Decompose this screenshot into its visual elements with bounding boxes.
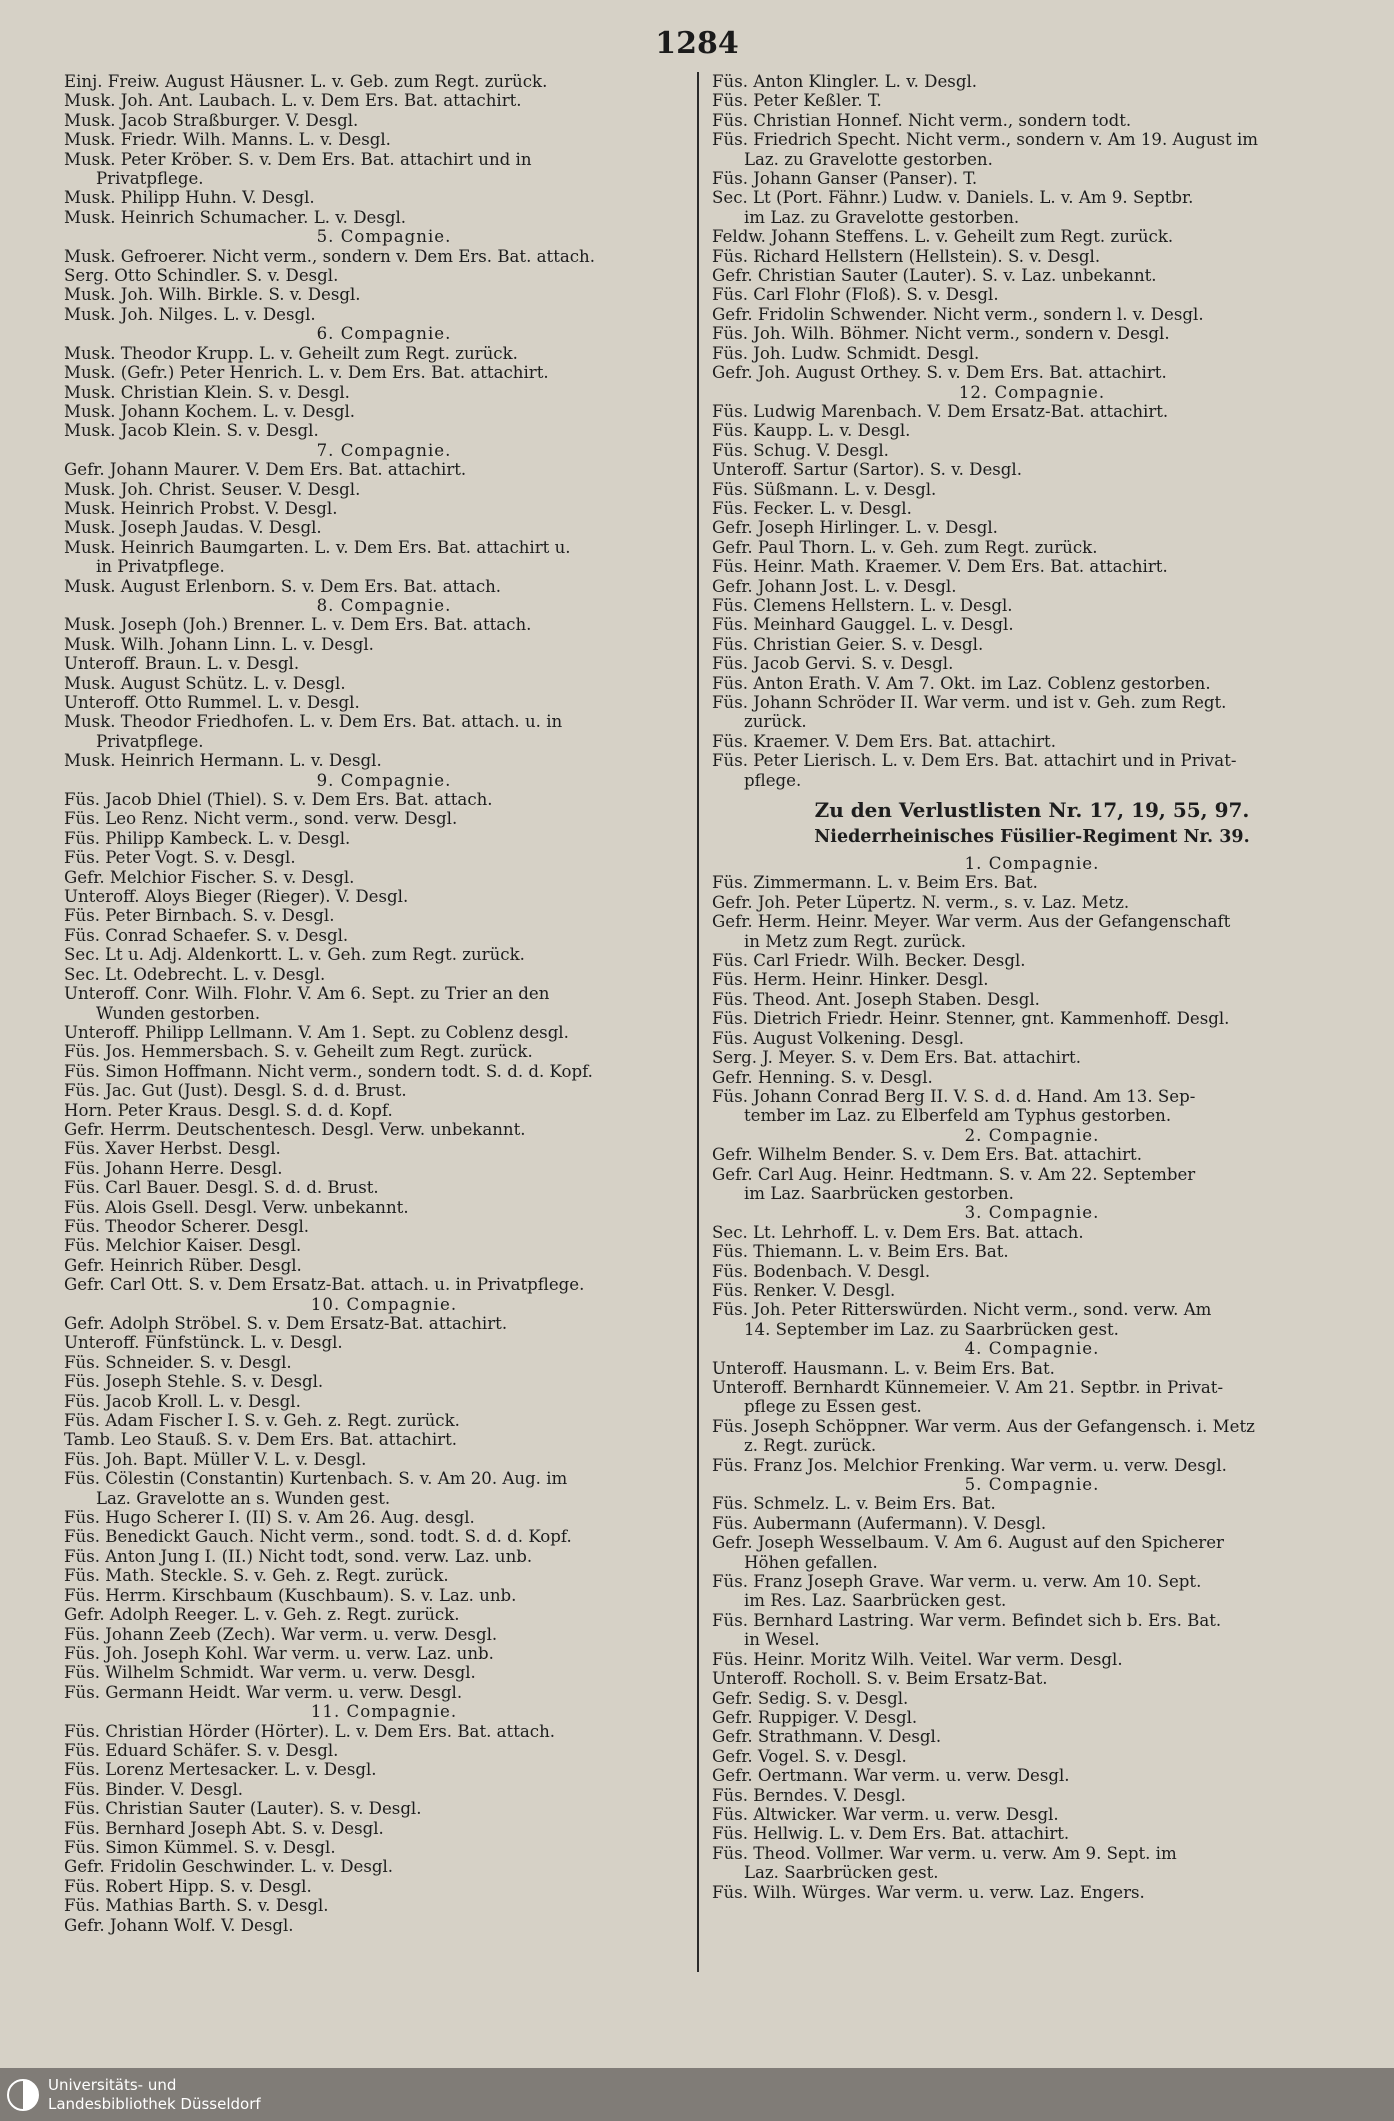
list-entry: Füs. Bernhard Joseph Abt. S. v. Desgl. — [64, 1818, 384, 1838]
list-entry: Sec. Lt. Lehrhoff. L. v. Dem Ers. Bat. attach. — [712, 1222, 1084, 1242]
list-entry: Musk. Peter Kröber. S. v. Dem Ers. Bat. attachirt und in — [64, 149, 532, 169]
list-entry: Füs. Robert Hipp. S. v. Desgl. — [64, 1876, 312, 1896]
list-entry: Gefr. Joseph Hirlinger. L. v. Desgl. — [712, 518, 998, 538]
list-entry: Musk. Gefroerer. Nicht verm., sondern v. Dem Ers. Bat. attach. — [64, 246, 596, 266]
list-entry: Füs. Franz Joseph Grave. War verm. u. verw. Am 10. Sept. — [712, 1572, 1202, 1592]
list-entry: Unteroff. Philipp Lellmann. V. Am 1. Sept. zu Coblenz desgl. — [64, 1022, 569, 1042]
list-entry: Füs. Zimmermann. L. v. Beim Ers. Bat. — [712, 873, 1038, 893]
column-divider — [697, 72, 699, 1972]
list-entry: Füs. Clemens Hellstern. L. v. Desgl. — [712, 595, 1013, 615]
list-entry: Gefr. Ruppiger. V. Desgl. — [712, 1707, 918, 1727]
section-heading: 11. Compagnie. — [310, 1702, 458, 1722]
list-entry: Gefr. Johann Jost. L. v. Desgl. — [712, 576, 957, 596]
list-entry: Füs. Conrad Schaefer. S. v. Desgl. — [64, 925, 349, 945]
list-entry: Musk. Joseph Jaudas. V. Desgl. — [64, 518, 322, 538]
list-entry: Musk. Joseph (Joh.) Brenner. L. v. Dem Ers. Bat. attach. — [64, 615, 532, 635]
entry-continuation: im Laz. zu Gravelotte gestorben. — [744, 207, 1020, 227]
list-entry: Musk. Heinrich Schumacher. L. v. Desgl. — [64, 207, 407, 227]
list-entry: Musk. August Erlenborn. S. v. Dem Ers. Bat. attach. — [64, 576, 502, 596]
list-entry: Musk. Jacob Klein. S. v. Desgl. — [64, 421, 319, 441]
entry-continuation: Laz. Saarbrücken gest. — [744, 1863, 939, 1883]
list-entry: Füs. Joh. Peter Ritterswürden. Nicht verm., sond. verw. Am — [712, 1300, 1212, 1320]
list-entry: Füs. Germann Heidt. War verm. u. verw. Desgl. — [64, 1682, 463, 1702]
entry-continuation: pflege. — [744, 770, 802, 790]
list-entry: Füs. Lorenz Mertesacker. L. v. Desgl. — [64, 1760, 377, 1780]
list-entry: Füs. Kaupp. L. v. Desgl. — [712, 421, 911, 441]
list-entry: Gefr. Adolph Ströbel. S. v. Dem Ersatz-Bat. attachirt. — [64, 1314, 508, 1333]
entry-continuation: Höhen gefallen. — [744, 1552, 878, 1572]
list-entry: Füs. Adam Fischer I. S. v. Geh. z. Regt. zurück. — [64, 1411, 460, 1431]
list-entry: Musk. Heinrich Hermann. L. v. Desgl. — [64, 751, 382, 771]
list-entry: Musk. Philipp Huhn. V. Desgl. — [64, 188, 315, 208]
list-entry: Füs. Ludwig Marenbach. V. Dem Ersatz-Bat. attachirt. — [712, 401, 1169, 421]
list-entry: Gefr. Johann Maurer. V. Dem Ers. Bat. attachirt. — [64, 460, 467, 480]
list-entry: Füs. Schmelz. L. v. Beim Ers. Bat. — [712, 1494, 996, 1514]
list-entry: Füs. Jac. Gut (Just). Desgl. S. d. d. Brust. — [64, 1081, 407, 1101]
entry-continuation: im Laz. Saarbrücken gestorben. — [744, 1183, 1014, 1203]
list-entry: Füs. Kraemer. V. Dem Ers. Bat. attachirt. — [712, 731, 1056, 751]
entry-continuation: zurück. — [744, 712, 807, 732]
list-entry: Füs. Herrm. Kirschbaum (Kuschbaum). S. v. Laz. unb. — [64, 1585, 517, 1605]
list-entry: Füs. Carl Flohr (Floß). S. v. Desgl. — [712, 285, 999, 305]
list-title: Zu den Verlustlisten Nr. 17, 19, 55, 97. — [814, 798, 1250, 823]
list-entry: Unteroff. Otto Rummel. L. v. Desgl. — [64, 693, 360, 712]
list-entry: Musk. Theodor Krupp. L. v. Geheilt zum Regt. zurück. — [64, 343, 518, 363]
list-entry: Füs. Xaver Herbst. Desgl. — [64, 1139, 281, 1159]
entry-continuation: z. Regt. zurück. — [744, 1436, 877, 1456]
library-name — [48, 2076, 261, 2114]
list-entry: Musk. (Gefr.) Peter Henrich. L. v. Dem Ers. Bat. attachirt. — [64, 363, 549, 383]
list-entry: Füs. Dietrich Friedr. Heinr. Stenner, gnt. Kammenhoff. Desgl. — [712, 1009, 1230, 1029]
list-entry: Füs. Anton Klingler. L. v. Desgl. — [712, 72, 978, 91]
list-entry: Füs. Renker. V. Desgl. — [712, 1280, 896, 1300]
list-entry: Füs. Altwicker. War verm. u. verw. Desgl. — [712, 1804, 1059, 1824]
library-logo-icon — [6, 2078, 40, 2112]
section-heading: 10. Compagnie. — [310, 1294, 458, 1314]
list-entry: Unteroff. Rocholl. S. v. Beim Ersatz-Bat. — [712, 1669, 1048, 1689]
list-entry: Füs. Schneider. S. v. Desgl. — [64, 1352, 292, 1372]
list-entry: Füs. Joseph Schöppner. War verm. Aus der Gefangensch. i. Metz — [712, 1416, 1255, 1436]
list-entry: Füs. Johann Conrad Berg II. V. S. d. d. Hand. Am 13. Sep- — [712, 1086, 1196, 1106]
list-entry: Füs. Theod. Ant. Joseph Staben. Desgl. — [712, 989, 1040, 1009]
list-entry: Füs. Peter Keßler. T. — [712, 91, 882, 111]
list-entry: Musk. Joh. Christ. Seuser. V. Desgl. — [64, 479, 361, 499]
list-entry: Füs. Alois Gsell. Desgl. Verw. unbekannt. — [64, 1197, 409, 1217]
list-entry: Musk. Wilh. Johann Linn. L. v. Desgl. — [64, 634, 374, 654]
list-entry: Füs. Wilh. Würges. War verm. u. verw. Laz. Engers. — [712, 1882, 1145, 1902]
list-entry: Füs. Bodenbach. V. Desgl. — [712, 1261, 931, 1281]
list-entry: Gefr. Melchior Fischer. S. v. Desgl. — [64, 867, 355, 887]
list-entry: Gefr. Oertmann. War verm. u. verw. Desgl. — [712, 1766, 1070, 1786]
entry-continuation: pflege zu Essen gest. — [744, 1397, 922, 1417]
list-entry: Füs. Berndes. V. Desgl. — [712, 1785, 906, 1805]
list-entry: Füs. Mathias Barth. S. v. Desgl. — [64, 1896, 329, 1916]
list-entry: Gefr. Wilhelm Bender. S. v. Dem Ers. Bat. attachirt. — [712, 1145, 1142, 1165]
list-entry: Musk. Joh. Wilh. Birkle. S. v. Desgl. — [64, 285, 361, 305]
list-entry: Füs. Friedrich Specht. Nicht verm., sondern v. Am 19. August im — [712, 130, 1259, 150]
list-entry: Füs. Herm. Heinr. Hinker. Desgl. — [712, 970, 989, 990]
section-heading: 7. Compagnie. — [316, 440, 452, 460]
list-entry: Füs. Johann Schröder II. War verm. und ist v. Geh. zum Regt. — [712, 693, 1227, 712]
list-entry: Füs. Heinr. Moritz Wilh. Veitel. War verm. Desgl. — [712, 1649, 1123, 1669]
section-heading: 6. Compagnie. — [316, 324, 452, 344]
list-entry: Füs. Joh. Ludw. Schmidt. Desgl. — [712, 343, 980, 363]
list-entry: Gefr. Johann Wolf. V. Desgl. — [64, 1915, 294, 1935]
list-entry: Füs. Math. Steckle. S. v. Geh. z. Regt. zurück. — [64, 1566, 449, 1586]
list-entry: Füs. Schug. V. Desgl. — [712, 440, 889, 460]
list-entry: Füs. Fecker. L. v. Desgl. — [712, 498, 912, 518]
list-entry: Gefr. Henning. S. v. Desgl. — [712, 1067, 933, 1087]
list-entry: Füs. Theod. Vollmer. War verm. u. verw. Am 9. Sept. im — [712, 1843, 1177, 1863]
list-entry: Gefr. Adolph Reeger. L. v. Geh. z. Regt. zurück. — [64, 1605, 460, 1625]
list-entry: Füs. Hugo Scherer I. (II) S. v. Am 26. Aug. desgl. — [64, 1508, 475, 1528]
list-entry: Unteroff. Sartur (Sartor). S. v. Desgl. — [712, 460, 1022, 480]
list-entry: Einj. Freiw. August Häusner. L. v. Geb. zum Regt. zurück. — [64, 72, 548, 91]
list-entry: Unteroff. Hausmann. L. v. Beim Ers. Bat. — [712, 1358, 1055, 1378]
list-entry: Musk. Christian Klein. S. v. Desgl. — [64, 382, 350, 402]
list-entry: Füs. Simon Hoffmann. Nicht verm., sondern todt. S. d. d. Kopf. — [64, 1061, 593, 1081]
list-entry: Füs. Peter Birnbach. S. v. Desgl. — [64, 906, 335, 926]
list-entry: Füs. Joseph Stehle. S. v. Desgl. — [64, 1372, 324, 1392]
regiment-title: Niederrheinisches Füsilier-Regiment Nr. 39. — [814, 827, 1250, 848]
list-entry: Sec. Lt u. Adj. Aldenkortt. L. v. Geh. zum Regt. zurück. — [64, 945, 525, 965]
library-name-line2: Landesbibliothek Düsseldorf — [48, 2095, 261, 2113]
entry-continuation: tember im Laz. zu Elberfeld am Typhus gestorben. — [744, 1106, 1172, 1126]
entry-continuation: Wunden gestorben. — [96, 1003, 261, 1023]
list-entry: Füs. Christian Sauter (Lauter). S. v. Desgl. — [64, 1799, 422, 1819]
list-entry: Füs. Meinhard Gauggel. L. v. Desgl. — [712, 615, 1014, 635]
list-entry: Sec. Lt (Port. Fähnr.) Ludw. v. Daniels. L. v. Am 9. Septbr. — [712, 188, 1194, 208]
entry-continuation: in Wesel. — [744, 1630, 820, 1650]
list-entry: Füs. Joh. Wilh. Böhmer. Nicht verm., sondern v. Desgl. — [712, 324, 1170, 344]
list-entry: Füs. Joh. Bapt. Müller V. L. v. Desgl. — [64, 1449, 367, 1469]
list-entry: Musk. Theodor Friedhofen. L. v. Dem Ers. Bat. attach. u. in — [64, 712, 563, 732]
list-entry: Gefr. Christian Sauter (Lauter). S. v. Laz. unbekannt. — [712, 266, 1157, 286]
list-entry: Musk. Heinrich Probst. V. Desgl. — [64, 498, 338, 518]
list-entry: Serg. Otto Schindler. S. v. Desgl. — [64, 266, 339, 286]
section-heading: 5. Compagnie. — [316, 227, 452, 247]
list-entry: Füs. Carl Bauer. Desgl. S. d. d. Brust. — [64, 1178, 379, 1198]
list-entry: Unteroff. Braun. L. v. Desgl. — [64, 654, 300, 674]
list-entry: Füs. Jos. Hemmersbach. S. v. Geheilt zum Regt. zurück. — [64, 1042, 533, 1062]
section-heading: 2. Compagnie. — [964, 1125, 1100, 1145]
list-entry: Füs. Anton Jung I. (II.) Nicht todt, sond. verw. Laz. unb. — [64, 1546, 533, 1566]
list-entry: Unteroff. Fünfstünck. L. v. Desgl. — [64, 1333, 343, 1353]
list-entry: Füs. Franz Jos. Melchior Frenking. War verm. u. verw. Desgl. — [712, 1455, 1227, 1475]
list-entry: Füs. Jacob Gervi. S. v. Desgl. — [712, 654, 954, 674]
list-entry: Gefr. Herrm. Deutschentesch. Desgl. Verw. unbekannt. — [64, 1119, 526, 1139]
list-entry: Unteroff. Aloys Bieger (Rieger). V. Desgl. — [64, 887, 409, 907]
list-entry: Sec. Lt. Odebrecht. L. v. Desgl. — [64, 964, 326, 984]
list-entry: Füs. Eduard Schäfer. S. v. Desgl. — [64, 1740, 339, 1760]
right-column — [712, 72, 1352, 1902]
list-entry: Füs. Jacob Kroll. L. v. Desgl. — [64, 1391, 301, 1411]
list-entry: Füs. Heinr. Math. Kraemer. V. Dem Ers. Bat. attachirt. — [712, 557, 1168, 577]
list-entry: Füs. Anton Erath. V. Am 7. Okt. im Laz. Coblenz gestorben. — [712, 673, 1211, 693]
list-entry: Gefr. Joh. Peter Lüpertz. N. verm., s. v. Laz. Metz. — [712, 892, 1130, 912]
list-entry: Füs. Johann Herre. Desgl. — [64, 1158, 283, 1178]
list-entry: Gefr. Joseph Wesselbaum. V. Am 6. August auf den Spicherer — [712, 1533, 1224, 1553]
list-entry: Füs. Christian Geier. S. v. Desgl. — [712, 634, 984, 654]
list-entry: Füs. Johann Ganser (Panser). T. — [712, 169, 978, 189]
list-entry: Gefr. Sedig. S. v. Desgl. — [712, 1688, 909, 1708]
list-entry: Gefr. Vogel. S. v. Desgl. — [712, 1746, 907, 1766]
list-entry: Füs. Binder. V. Desgl. — [64, 1779, 244, 1799]
entry-continuation: Privatpflege. — [96, 169, 204, 189]
list-entry: Füs. Richard Hellstern (Hellstein). S. v. Desgl. — [712, 246, 1101, 266]
list-entry: Füs. Süßmann. L. v. Desgl. — [712, 479, 937, 499]
list-entry: Füs. Christian Honnef. Nicht verm., sondern todt. — [712, 110, 1132, 130]
list-entry: Gefr. Paul Thorn. L. v. Geh. zum Regt. zurück. — [712, 537, 1098, 557]
list-entry: Horn. Peter Kraus. Desgl. S. d. d. Kopf. — [64, 1100, 393, 1120]
list-entry: Füs. Carl Friedr. Wilh. Becker. Desgl. — [712, 951, 1026, 971]
list-entry: Gefr. Strathmann. V. Desgl. — [712, 1727, 942, 1747]
list-entry: Serg. J. Meyer. S. v. Dem Ers. Bat. attachirt. — [712, 1048, 1081, 1068]
section-heading: 8. Compagnie. — [316, 595, 452, 615]
list-entry: Füs. Christian Hörder (Hörter). L. v. Dem Ers. Bat. attach. — [64, 1721, 556, 1741]
list-entry: Füs. Leo Renz. Nicht verm., sond. verw. Desgl. — [64, 809, 458, 829]
list-entry: Gefr. Herm. Heinr. Meyer. War verm. Aus der Gefangenschaft — [712, 912, 1231, 932]
list-entry: Füs. Thiemann. L. v. Beim Ers. Bat. — [712, 1242, 1009, 1262]
list-entry: Gefr. Heinrich Rüber. Desgl. — [64, 1255, 302, 1275]
page-number: 1284 — [655, 26, 739, 61]
section-heading: 4. Compagnie. — [964, 1339, 1100, 1359]
entry-continuation: in Metz zum Regt. zurück. — [744, 931, 967, 951]
list-entry: Füs. Theodor Scherer. Desgl. — [64, 1216, 310, 1236]
list-entry: Füs. Hellwig. L. v. Dem Ers. Bat. attachirt. — [712, 1824, 1070, 1844]
entry-continuation: Laz. Gravelotte an s. Wunden gest. — [96, 1488, 391, 1508]
list-entry: Gefr. Fridolin Geschwinder. L. v. Desgl. — [64, 1857, 394, 1877]
list-entry: Gefr. Fridolin Schwender. Nicht verm., sondern l. v. Desgl. — [712, 304, 1204, 324]
library-footer — [0, 2068, 1394, 2121]
entry-continuation: Laz. zu Gravelotte gestorben. — [744, 149, 993, 169]
list-entry: Feldw. Johann Steffens. L. v. Geheilt zum Regt. zurück. — [712, 227, 1174, 247]
section-heading: 12. Compagnie. — [958, 382, 1106, 402]
list-entry: Füs. Melchior Kaiser. Desgl. — [64, 1236, 302, 1256]
list-entry: Füs. Simon Kümmel. S. v. Desgl. — [64, 1837, 336, 1857]
list-entry: Gefr. Carl Ott. S. v. Dem Ersatz-Bat. attach. u. in Privatpflege. — [64, 1275, 585, 1295]
section-heading: 1. Compagnie. — [964, 854, 1100, 874]
list-entry: Füs. Peter Vogt. S. v. Desgl. — [64, 848, 296, 868]
section-heading: 5. Compagnie. — [964, 1475, 1100, 1495]
list-entry: Füs. Joh. Joseph Kohl. War verm. u. verw. Laz. unb. — [64, 1643, 494, 1663]
list-entry: Musk. August Schütz. L. v. Desgl. — [64, 673, 346, 693]
list-entry: Füs. Benedickt Gauch. Nicht verm., sond. todt. S. d. d. Kopf. — [64, 1527, 572, 1547]
list-entry: Füs. August Volkening. Desgl. — [712, 1028, 965, 1048]
list-entry: Gefr. Carl Aug. Heinr. Hedtmann. S. v. Am 22. September — [712, 1164, 1196, 1184]
list-entry: Füs. Bernhard Lastring. War verm. Befindet sich b. Ers. Bat. — [712, 1610, 1222, 1630]
list-entry: Musk. Jacob Straßburger. V. Desgl. — [64, 110, 359, 130]
list-entry: Musk. Friedr. Wilh. Manns. L. v. Desgl. — [64, 130, 391, 150]
list-entry: Musk. Johann Kochem. L. v. Desgl. — [64, 401, 356, 421]
list-entry: Füs. Cölestin (Constantin) Kurtenbach. S. v. Am 20. Aug. im — [64, 1469, 568, 1489]
list-entry: Musk. Joh. Nilges. L. v. Desgl. — [64, 304, 316, 324]
list-entry: Füs. Philipp Kambeck. L. v. Desgl. — [64, 828, 351, 848]
list-entry: Füs. Aubermann (Aufermann). V. Desgl. — [712, 1513, 1047, 1533]
entry-continuation: Privatpflege. — [96, 731, 204, 751]
list-entry: Gefr. Joh. August Orthey. S. v. Dem Ers. Bat. attachirt. — [712, 363, 1167, 383]
list-entry: Musk. Heinrich Baumgarten. L. v. Dem Ers. Bat. attachirt u. — [64, 537, 571, 557]
section-heading: 9. Compagnie. — [316, 770, 452, 790]
entry-continuation: im Res. Laz. Saarbrücken gest. — [744, 1591, 1007, 1611]
list-entry: Füs. Wilhelm Schmidt. War verm. u. verw. Desgl. — [64, 1663, 476, 1683]
entry-continuation: in Privatpflege. — [96, 557, 225, 577]
section-heading: 3. Compagnie. — [964, 1203, 1100, 1223]
list-entry: Unteroff. Conr. Wilh. Flohr. V. Am 6. Sept. zu Trier an den — [64, 984, 550, 1004]
list-entry: Füs. Jacob Dhiel (Thiel). S. v. Dem Ers. Bat. attach. — [64, 790, 493, 810]
library-name-line1: Universitäts- und — [48, 2076, 177, 2094]
list-entry: Musk. Joh. Ant. Laubach. L. v. Dem Ers. Bat. attachirt. — [64, 91, 522, 111]
list-entry: Unteroff. Bernhardt Künnemeier. V. Am 21. Septbr. in Privat- — [712, 1378, 1224, 1397]
list-entry: Füs. Johann Zeeb (Zech). War verm. u. verw. Desgl. — [64, 1624, 498, 1644]
list-entry: Füs. Peter Lierisch. L. v. Dem Ers. Bat. attachirt und in Privat- — [712, 751, 1237, 771]
left-column — [64, 72, 704, 1935]
entry-continuation: 14. September im Laz. zu Saarbrücken gest. — [744, 1319, 1119, 1339]
list-entry: Tamb. Leo Stauß. S. v. Dem Ers. Bat. attachirt. — [64, 1430, 458, 1450]
